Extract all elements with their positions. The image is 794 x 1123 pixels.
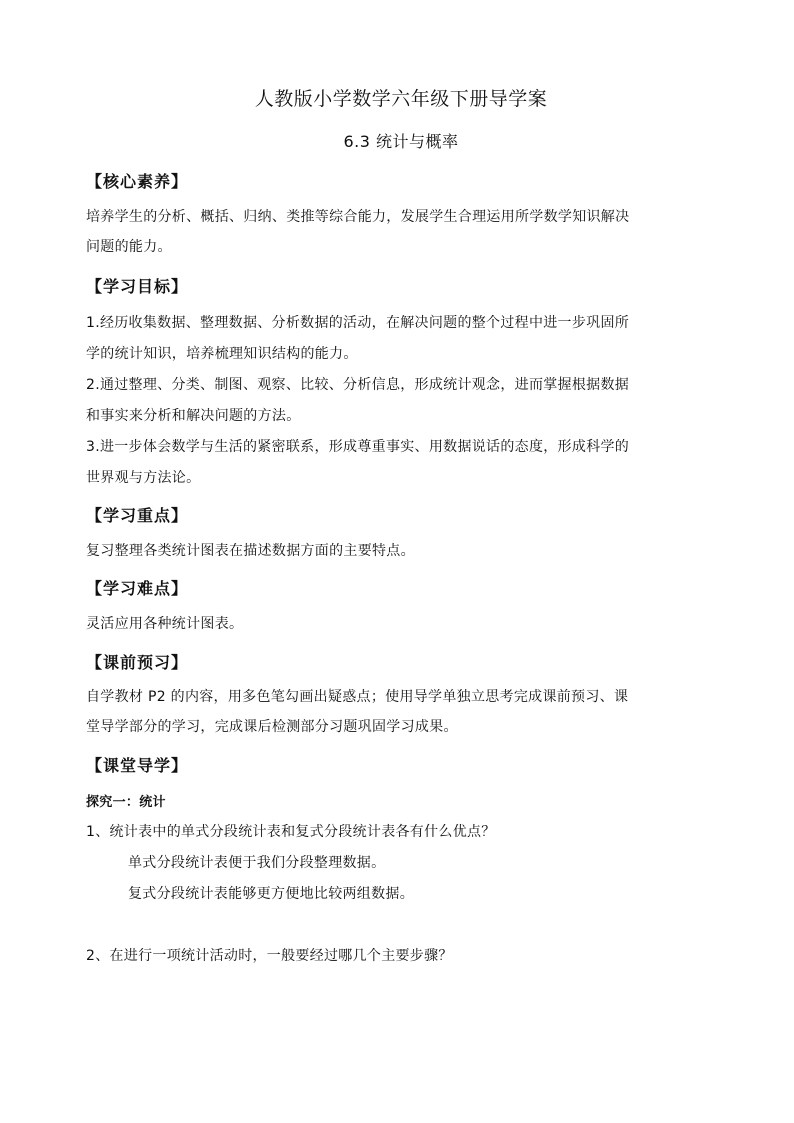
heading-preview: 【课前预习】 (86, 653, 189, 672)
answer-1: 单式分段统计表便于我们分段整理数据。 (128, 855, 386, 871)
preview-line-1: 自学教材 P2 的内容，用多色笔勾画出疑惑点；使用导学单独立思考完成课前预习、课 (86, 689, 629, 705)
goal-line-5: 3.进一步体会数学与生活的紧密联系，形成尊重事实、用数据说话的态度，形成科学的 (86, 439, 630, 455)
heading-key-points: 【学习重点】 (86, 506, 189, 525)
goal-line-3: 2.通过整理、分类、制图、观察、比较、分析信息，形成统计观念，进而掌握根据数据 (86, 377, 630, 393)
goal-line-2: 学的统计知识，培养梳理知识结构的能力。 (86, 346, 358, 362)
heading-core-literacy: 【核心素养】 (86, 172, 189, 191)
core-line-2: 问题的能力。 (86, 239, 172, 255)
question-1: 1、统计表中的单式分段统计表和复式分段统计表各有什么优点？ (86, 824, 496, 840)
answer-2: 复式分段统计表能够更方便地比较两组数据。 (128, 886, 414, 902)
document-page (86, 0, 716, 1123)
heading-difficulties: 【学习难点】 (86, 579, 189, 598)
heading-learning-goals: 【学习目标】 (86, 277, 189, 296)
goal-line-6: 世界观与方法论。 (86, 470, 201, 486)
goal-line-1: 1.经历收集数据、整理数据、分析数据的活动，在解决问题的整个过程中进一步巩固所 (86, 315, 630, 331)
preview-line-2: 堂导学部分的学习，完成课后检测部分习题巩固学习成果。 (86, 719, 458, 735)
core-line-1: 培养学生的分析、概括、归纳、类推等综合能力，发展学生合理运用所学数学知识解决 (86, 209, 630, 225)
difficulty-line-1: 灵活应用各种统计图表。 (86, 616, 244, 632)
goal-line-4: 和事实来分析和解决问题的方法。 (86, 408, 301, 424)
document-title: 人教版小学数学六年级下册导学案 (254, 88, 548, 110)
document-subtitle: 6.3 统计与概率 (343, 132, 459, 151)
heading-classroom-guide: 【课堂导学】 (86, 756, 189, 775)
key-line-1: 复习整理各类统计图表在描述数据方面的主要特点。 (86, 543, 415, 559)
question-2: 2、在进行一项统计活动时，一般要经过哪几个主要步骤？ (86, 948, 453, 964)
explore-label: 探究一：统计 (86, 795, 166, 810)
